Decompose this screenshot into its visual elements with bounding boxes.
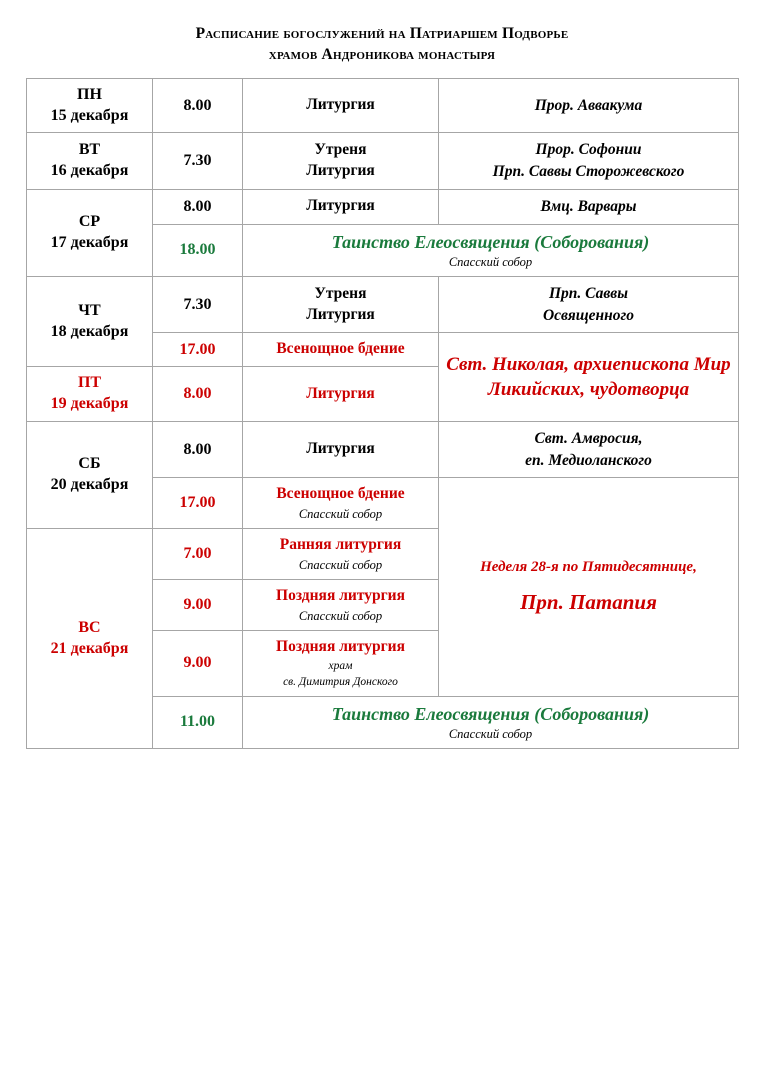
service-time: 18.00	[153, 224, 243, 277]
service-line: Утреня	[314, 284, 367, 302]
service-time: 8.00	[153, 78, 243, 133]
service-time: 9.00	[153, 580, 243, 631]
service-time: 8.00	[153, 367, 243, 422]
day-date: 17 декабря	[50, 233, 129, 251]
day-cell-wednesday	[27, 189, 153, 276]
day-of-week: ПН	[77, 85, 102, 103]
saint-name-nicholas	[439, 333, 739, 422]
service-name: Литургия	[243, 367, 439, 422]
week-note-line: по Пятидесятнице,	[562, 558, 697, 575]
saint-line: Прп. Саввы	[549, 285, 628, 302]
service-name: Литургия	[243, 421, 439, 477]
saint-name: Прор. Аввакума	[439, 78, 739, 133]
week-note-line: Неделя 28-я	[480, 558, 559, 575]
service-location: Спасский собор	[298, 609, 383, 624]
day-date: 18 декабря	[50, 322, 129, 340]
sacrament-cell	[243, 224, 739, 277]
day-cell-friday	[27, 367, 153, 422]
saint-name	[439, 421, 739, 477]
saint-line: Мир Ликийских,	[487, 354, 731, 401]
service-location: Спасский собор	[298, 558, 383, 573]
service-time: 9.00	[153, 631, 243, 697]
day-of-week: ВТ	[78, 141, 101, 159]
page-title-line1: Расписание богослужений на Патриаршем Подворье	[195, 25, 569, 42]
sacrament-location: Спасский собор	[448, 255, 533, 269]
day-date: 20 декабря	[50, 476, 129, 494]
day-of-week: ПТ	[77, 374, 102, 392]
week-note-cell	[439, 478, 739, 696]
saint-line: архиепископа	[573, 354, 689, 376]
service-label: Ранняя литургия	[279, 536, 402, 554]
day-date: 15 декабря	[50, 106, 129, 124]
service-label: Всенощное бдение	[276, 485, 405, 503]
saint-name	[439, 277, 739, 333]
service-label: Поздняя литургия	[276, 587, 405, 605]
service-name: Литургия	[243, 189, 439, 224]
table-row	[27, 277, 739, 333]
schedule-table	[26, 78, 739, 749]
day-date: 16 декабря	[50, 162, 129, 180]
saint-line: Свт. Амвросия,	[534, 429, 643, 447]
service-location-line1: храм	[328, 659, 353, 672]
day-cell-tuesday	[27, 133, 153, 189]
table-row	[27, 189, 739, 224]
day-of-week: СР	[78, 213, 101, 231]
service-time: 7.30	[153, 277, 243, 333]
day-date: 21 декабря	[50, 639, 129, 657]
saint-line: Освященного	[542, 306, 634, 324]
saint-line: чудотворца	[589, 379, 690, 401]
service-time: 17.00	[153, 478, 243, 529]
saint-name: Вмц. Варвары	[439, 189, 739, 224]
service-time: 8.00	[153, 189, 243, 224]
table-row	[27, 78, 739, 133]
service-time: 8.00	[153, 421, 243, 477]
service-line: Литургия	[306, 305, 375, 323]
day-cell-sunday	[27, 529, 153, 749]
day-cell-thursday	[27, 277, 153, 367]
service-name	[243, 631, 439, 697]
week-saint-name: Прп. Патапия	[520, 589, 657, 614]
service-name	[243, 478, 439, 529]
table-row	[27, 133, 739, 189]
service-name	[243, 133, 439, 189]
sacrament-cell	[243, 696, 739, 749]
saint-name	[439, 133, 739, 189]
page-title-line2: храмов Андроникова монастыря	[268, 45, 496, 63]
service-name: Всенощное бдение	[243, 333, 439, 367]
day-date: 19 декабря	[50, 395, 129, 413]
service-name: Литургия	[243, 78, 439, 133]
saint-line: еп. Медиоланского	[525, 451, 652, 469]
service-label: Поздняя литургия	[276, 638, 405, 656]
page-title	[26, 24, 738, 66]
service-location: Спасский собор	[298, 507, 383, 522]
service-time: 11.00	[153, 696, 243, 749]
service-line: Литургия	[306, 162, 375, 180]
day-cell-saturday	[27, 421, 153, 528]
day-cell-monday	[27, 78, 153, 133]
saint-line: Прор. Софонии	[535, 141, 642, 159]
service-time: 17.00	[153, 333, 243, 367]
service-time: 7.30	[153, 133, 243, 189]
saint-line: Прп. Саввы Сторожевского	[492, 163, 685, 181]
sacrament-name: Таинство Елеосвящения (Соборования)	[331, 231, 650, 252]
day-of-week: ЧТ	[78, 301, 101, 319]
sacrament-name: Таинство Елеосвящения (Соборования)	[331, 703, 650, 724]
service-location-line2: св. Димитрия Донского	[283, 675, 398, 688]
day-of-week: ВС	[78, 618, 101, 636]
saint-line: Свт. Николая,	[446, 354, 570, 376]
service-time: 7.00	[153, 529, 243, 580]
table-row	[27, 421, 739, 477]
service-line: Утреня	[314, 141, 367, 159]
service-name	[243, 529, 439, 580]
sacrament-location: Спасский собор	[448, 727, 533, 742]
service-name	[243, 580, 439, 631]
day-of-week: СБ	[78, 455, 101, 473]
service-name	[243, 277, 439, 333]
